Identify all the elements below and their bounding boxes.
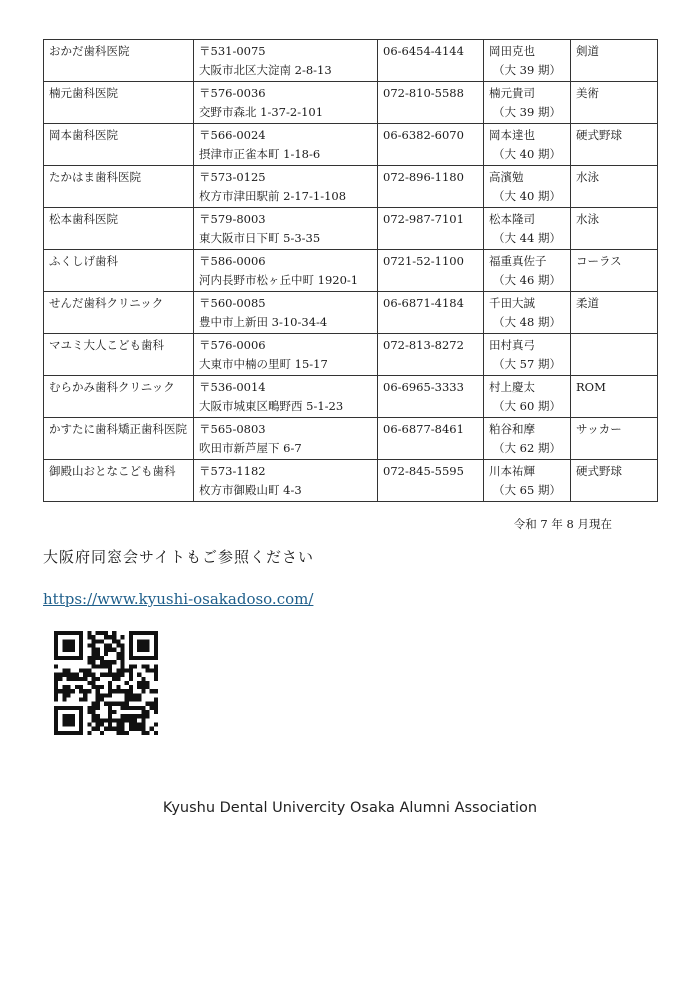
table-row [44,376,658,418]
phone-number: 06-6382-6070 [383,128,464,142]
club-activity: 水泳 [576,170,599,184]
clinic-name-cell [44,208,194,250]
clinic-name-cell [44,166,194,208]
member-cell [484,292,571,334]
graduation-period: （大 40 期） [493,189,561,203]
club-cell [571,460,658,502]
address-cell [194,82,378,124]
clinic-name: 松本歯科医院 [49,212,118,226]
clinic-name: かすたに歯科矯正歯科医院 [49,422,187,436]
address: 大阪市北区大淀南 2-8-13 [199,63,332,77]
qr-code-icon[interactable] [54,631,158,735]
member-name: 千田大誠 [489,296,535,310]
phone-cell [378,82,484,124]
address: 摂津市正雀本町 1-18-6 [199,147,321,161]
member-name: 高濱勉 [489,170,524,184]
postal-code: 〒586-0006 [199,254,266,268]
phone-number: 0721-52-1100 [383,254,464,268]
postal-code: 〒573-0125 [199,170,266,184]
member-cell [484,124,571,166]
graduation-period: （大 39 期） [493,105,561,119]
phone-number: 072-845-5595 [383,464,464,478]
postal-code: 〒576-0006 [199,338,266,352]
phone-number: 072-810-5588 [383,86,464,100]
phone-cell [378,166,484,208]
club-activity: 硬式野球 [576,128,622,142]
address: 大阪市城東区鴫野西 5-1-23 [199,399,344,413]
club-activity: 柔道 [576,296,599,310]
clinic-name: マユミ大人こども歯科 [49,338,164,352]
club-activity: コーラス [576,254,622,268]
clinic-name-cell [44,82,194,124]
table-row [44,418,658,460]
address-cell [194,124,378,166]
graduation-period: （大 48 期） [493,315,561,329]
table-row [44,166,658,208]
address: 東大阪市日下町 5-3-35 [199,231,321,245]
clinic-name-cell [44,460,194,502]
phone-cell [378,460,484,502]
phone-cell [378,208,484,250]
clinic-name: 御殿山おとなこども歯科 [49,464,176,478]
club-cell [571,124,658,166]
member-cell [484,376,571,418]
postal-code: 〒576-0036 [199,86,266,100]
club-activity: サッカー [576,422,622,436]
member-cell [484,40,571,82]
club-cell [571,250,658,292]
table-row [44,250,658,292]
graduation-period: （大 40 期） [493,147,561,161]
address-cell [194,292,378,334]
address: 大東市中楠の里町 15-17 [199,357,328,371]
clinic-name-cell [44,418,194,460]
club-cell [571,376,658,418]
table-row [44,292,658,334]
member-name: 粕谷和摩 [489,422,535,436]
association-name: Kyushu Dental Univercity Osaka Alumni Association [162,800,538,816]
address: 河内長野市松ヶ丘中町 1920-1 [199,273,359,287]
member-name: 川本祐輝 [489,464,535,478]
address-cell [194,208,378,250]
phone-number: 072-987-7101 [383,212,464,226]
member-cell [484,166,571,208]
table-row [44,124,658,166]
postal-code: 〒566-0024 [199,128,266,142]
phone-number: 06-6877-8461 [383,422,464,436]
member-cell [484,334,571,376]
site-notice: 大阪府同窓会サイトもご参照ください [43,548,314,566]
member-name: 楠元貴司 [489,86,535,100]
club-cell [571,82,658,124]
phone-number: 06-6965-3333 [383,380,464,394]
address-cell [194,334,378,376]
table-row [44,208,658,250]
phone-cell [378,376,484,418]
member-cell [484,460,571,502]
as-of-date: 令和 7 年 8 月現在 [513,517,612,531]
postal-code: 〒536-0014 [199,380,266,394]
graduation-period: （大 46 期） [493,273,561,287]
clinic-name: ふくしげ歯科 [49,254,118,268]
member-name: 岡本達也 [489,128,535,142]
phone-cell [378,40,484,82]
club-activity: 水泳 [576,212,599,226]
table-row [44,40,658,82]
member-name: 村上慶太 [489,380,535,394]
address: 枚方市津田駅前 2-17-1-108 [199,189,347,203]
address-cell [194,376,378,418]
member-name: 岡田克也 [489,44,535,58]
address-cell [194,460,378,502]
graduation-period: （大 62 期） [493,441,561,455]
member-cell [484,208,571,250]
club-cell [571,334,658,376]
graduation-period: （大 60 期） [493,399,561,413]
graduation-period: （大 39 期） [493,63,561,77]
clinic-name-cell [44,40,194,82]
postal-code: 〒579-8003 [199,212,266,226]
clinic-name-cell [44,124,194,166]
clinic-name: 楠元歯科医院 [49,86,118,100]
member-name: 福重真佐子 [489,254,547,268]
address: 枚方市御殿山町 4-3 [199,483,302,497]
address-cell [194,40,378,82]
phone-cell [378,124,484,166]
address-cell [194,250,378,292]
club-activity: 硬式野球 [576,464,622,478]
address: 吹田市新芦屋下 6-7 [199,441,302,455]
member-cell [484,418,571,460]
graduation-period: （大 44 期） [493,231,561,245]
club-activity: ROM [576,380,606,394]
phone-number: 06-6454-4144 [383,44,464,58]
club-cell [571,166,658,208]
graduation-period: （大 57 期） [493,357,561,371]
graduation-period: （大 65 期） [493,483,561,497]
postal-code: 〒531-0075 [199,44,266,58]
member-name: 田村真弓 [489,338,535,352]
clinic-name-cell [44,376,194,418]
clinic-table [43,39,658,502]
club-cell [571,208,658,250]
clinic-name-cell [44,250,194,292]
address-cell [194,166,378,208]
member-name: 松本隆司 [489,212,535,226]
club-cell [571,292,658,334]
club-activity: 剣道 [576,44,599,58]
clinic-name-cell [44,292,194,334]
clinic-name-cell [44,334,194,376]
table-row [44,460,658,502]
club-cell [571,418,658,460]
phone-number: 072-813-8272 [383,338,464,352]
club-activity: 美術 [576,86,599,100]
address: 豊中市上新田 3-10-34-4 [199,315,328,329]
phone-cell [378,334,484,376]
table-row [44,334,658,376]
alumni-site-link[interactable]: https://www.kyushi-osakadoso.com/ [43,590,314,608]
postal-code: 〒573-1182 [199,464,266,478]
postal-code: 〒560-0085 [199,296,266,310]
table-row [44,82,658,124]
clinic-table-body [44,40,658,502]
club-cell [571,40,658,82]
member-cell [484,82,571,124]
clinic-name: おかだ歯科医院 [49,44,130,58]
postal-code: 〒565-0803 [199,422,266,436]
clinic-name: 岡本歯科医院 [49,128,118,142]
member-cell [484,250,571,292]
address: 交野市森北 1-37-2-101 [199,105,324,119]
clinic-name: むらかみ歯科クリニック [49,380,175,394]
phone-cell [378,418,484,460]
phone-cell [378,250,484,292]
address-cell [194,418,378,460]
clinic-name: たかはま歯科医院 [49,170,141,184]
phone-number: 072-896-1180 [383,170,464,184]
clinic-name: せんだ歯科クリニック [49,296,164,310]
phone-number: 06-6871-4184 [383,296,464,310]
phone-cell [378,292,484,334]
